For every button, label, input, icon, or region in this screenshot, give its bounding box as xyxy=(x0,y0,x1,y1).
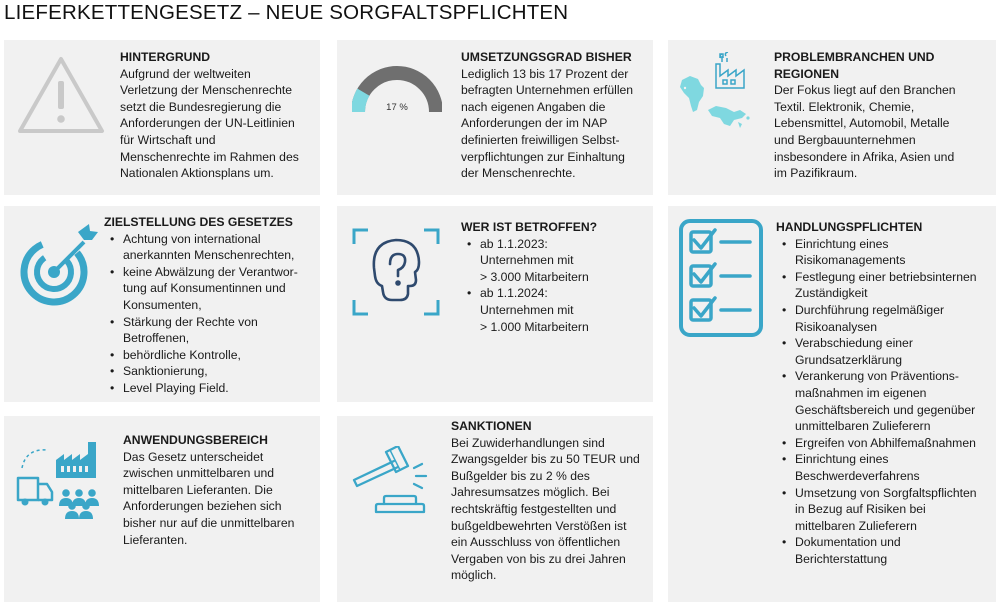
umsetzung-text xyxy=(461,49,657,182)
list-item-line: Risikomanagements xyxy=(795,253,906,268)
list-item xyxy=(795,451,996,484)
hintergrund-line: für Wirtschaft und xyxy=(120,132,216,147)
sanktionen-line: Jahresumsatzes möglich. Bei xyxy=(451,485,610,500)
list-item-line: Konsumenten, xyxy=(123,297,202,312)
problem-line: im Pazifikraum. xyxy=(774,166,858,181)
page-title: LIEFERKETTENGESETZ – NEUE SORGFALTSPFLICHTEN xyxy=(4,1,569,24)
problem-line: Der Fokus liegt auf den Branchen xyxy=(774,83,956,98)
list-item-line: • behördliche Kontrolle, xyxy=(123,347,241,362)
sanktionen-text xyxy=(451,418,653,584)
list-item-line: • Einrichtung eines xyxy=(795,236,889,251)
list-item xyxy=(123,347,318,364)
list-item-line: > 1.000 Mitarbeitern xyxy=(480,319,589,334)
list-item-line: • ab 1.1.2024: xyxy=(480,286,548,301)
list-item-line: • Einrichtung eines xyxy=(795,452,889,467)
list-item-line: unmittelbaren Zulieferern xyxy=(795,419,931,434)
anwendung-line: Lieferanten. xyxy=(123,532,188,547)
list-item-line: • Festlegung einer betriebsinternen xyxy=(795,269,977,284)
warning-triangle-icon xyxy=(16,55,106,135)
list-item xyxy=(123,314,318,347)
umsetzung-line: Lediglich 13 bis 17 Prozent der xyxy=(461,66,629,81)
list-item-line: Beschwerdeverfahrens xyxy=(795,468,920,483)
list-item-line: • Achtung von international xyxy=(123,231,261,246)
list-item xyxy=(480,236,651,286)
list-item xyxy=(795,269,996,302)
hintergrund-text xyxy=(120,49,320,182)
person-question-icon xyxy=(352,228,440,316)
sanktionen-line: möglich. xyxy=(451,568,497,583)
problem-line: insbesondere in Afrika, Asien und xyxy=(774,149,955,164)
anwendung-line: bisher nur auf die unmittelbaren xyxy=(123,515,295,530)
hintergrund-heading: HINTERGRUND xyxy=(120,50,211,64)
list-item xyxy=(795,368,996,434)
list-item-line: • Verabschiedung einer xyxy=(795,336,913,351)
umsetzung-line: nach eigenen Angaben die xyxy=(461,99,606,114)
list-item-line: • Umsetzung von Sorgfaltspflichten xyxy=(795,485,977,500)
list-item xyxy=(123,380,318,397)
handlung-heading: HANDLUNGSPFLICHTEN xyxy=(776,220,923,234)
list-item xyxy=(795,534,996,567)
ziel-list xyxy=(104,231,318,397)
ziel-text xyxy=(104,214,318,397)
umsetzung-line: verpflichtungen zur Einhaltung xyxy=(461,149,625,164)
list-item xyxy=(480,285,651,335)
anwendung-line: zwischen unmittelbaren und xyxy=(123,466,275,481)
list-item-line: Zuständigkeit xyxy=(795,286,868,301)
list-item-line: > 3.000 Mitarbeitern xyxy=(480,269,589,284)
list-item xyxy=(795,435,996,452)
hintergrund-line: Verletzung der Menschenrechte xyxy=(120,83,293,98)
list-item-line: mittelbaren Zulieferern xyxy=(795,518,917,533)
list-item xyxy=(795,302,996,335)
gauge-label: 17 % xyxy=(386,102,408,113)
problem-line: und Bergbauunternehmen xyxy=(774,132,916,147)
ziel-heading: ZIELSTELLUNG DES GESETZES xyxy=(104,215,293,229)
handlung-text xyxy=(776,219,996,567)
world-map-factory-icon xyxy=(676,52,768,144)
list-item xyxy=(795,485,996,535)
list-item xyxy=(123,264,318,314)
sanktionen-line: Zwangsgelder bis zu 50 TEUR und xyxy=(451,452,640,467)
list-item xyxy=(795,236,996,269)
anwendung-line: Das Gesetz unterscheidet xyxy=(123,449,264,464)
handlung-list xyxy=(776,236,996,568)
list-item-line: Unternehmen mit xyxy=(480,253,574,268)
list-item-line: • Level Playing Field. xyxy=(123,380,229,395)
checklist-icon xyxy=(678,218,768,340)
problem-line: Lebensmittel, Automobil, Metalle xyxy=(774,116,950,131)
target-arrow-icon xyxy=(18,222,102,306)
list-item-line: Geschäftsbereich und gegenüber xyxy=(795,402,976,417)
list-item-line: • keine Abwälzung der Verantwor- xyxy=(123,264,298,279)
list-item-line: • Durchführung regelmäßiger xyxy=(795,302,945,317)
list-item-line: Unternehmen mit xyxy=(480,302,574,317)
hintergrund-line: setzt die Bundesregierung die xyxy=(120,99,282,114)
list-item-line: • Stärkung der Rechte von xyxy=(123,314,258,329)
umsetzung-line: definierten freiwilligen Selbst- xyxy=(461,132,620,147)
sanktionen-line: Bei Zuwiderhandlungen sind xyxy=(451,435,605,450)
list-item-line: in Bezug auf Risiken bei xyxy=(795,502,926,517)
list-item-line: • Dokumentation und xyxy=(795,535,901,550)
list-item-line: Betroffenen, xyxy=(123,331,190,346)
hintergrund-line: Menschenrechte im Rahmen des xyxy=(120,149,299,164)
list-item-line: • Ergreifen von Abhilfemaßnahmen xyxy=(795,435,976,450)
hintergrund-line: Nationalen Aktionsplans um. xyxy=(120,166,274,181)
list-item xyxy=(795,335,996,368)
problem-text xyxy=(774,49,996,182)
list-item-line: • ab 1.1.2023: xyxy=(480,236,548,251)
list-item-line: anerkannten Menschenrechten, xyxy=(123,248,295,263)
list-item-line: • Verankerung von Präventions- xyxy=(795,369,959,384)
list-item-line: maßnahmen im eigenen xyxy=(795,385,927,400)
problem-heading: PROBLEMBRANCHEN UND xyxy=(774,50,935,64)
list-item xyxy=(123,363,318,380)
sanktionen-heading: SANKTIONEN xyxy=(451,419,532,433)
sanktionen-line: ein Ausschluss von öffentlichen xyxy=(451,535,621,550)
anwendung-line: mittelbaren Lieferanten. Die xyxy=(123,482,273,497)
betroffen-text xyxy=(461,219,651,335)
supply-chain-icon xyxy=(14,438,108,526)
list-item-line: Grundsatzerklärung xyxy=(795,352,903,367)
betroffen-heading: WER IST BETROFFEN? xyxy=(461,220,598,234)
umsetzung-line: der Menschenrechte. xyxy=(461,166,576,181)
betroffen-list xyxy=(461,236,651,336)
problem-line: Textil. Elektronik, Chemie, xyxy=(774,99,915,114)
sanktionen-line: rechtskräftig festgestellten und xyxy=(451,501,617,516)
problem-heading-2: REGIONEN xyxy=(774,66,840,81)
gavel-icon xyxy=(350,446,442,522)
list-item-line: Risikoanalysen xyxy=(795,319,877,334)
list-item-line: • Sanktionierung, xyxy=(123,364,208,379)
hintergrund-line: Aufgrund der weltweiten xyxy=(120,66,251,81)
sanktionen-line: bußgeldbewehrten Verstößen ist xyxy=(451,518,627,533)
sanktionen-line: Vergaben von bis zu drei Jahren xyxy=(451,551,626,566)
hintergrund-line: Anforderungen der UN-Leitlinien xyxy=(120,116,295,131)
gauge-icon xyxy=(352,66,442,116)
sanktionen-line: Bußgelder bis zu 2 % des xyxy=(451,468,590,483)
list-item xyxy=(123,231,318,264)
umsetzung-heading: UMSETZUNGSGRAD BISHER xyxy=(461,50,632,64)
anwendung-line: Anforderungen beziehen sich xyxy=(123,499,282,514)
anwendung-text xyxy=(123,432,317,548)
umsetzung-line: Anforderungen der im NAP xyxy=(461,116,608,131)
anwendung-heading: ANWENDUNGSBEREICH xyxy=(123,433,268,447)
umsetzung-line: befragten Unternehmen erfüllen xyxy=(461,83,634,98)
list-item-line: Berichterstattung xyxy=(795,551,888,566)
list-item-line: tung auf Konsumentinnen und xyxy=(123,281,286,296)
